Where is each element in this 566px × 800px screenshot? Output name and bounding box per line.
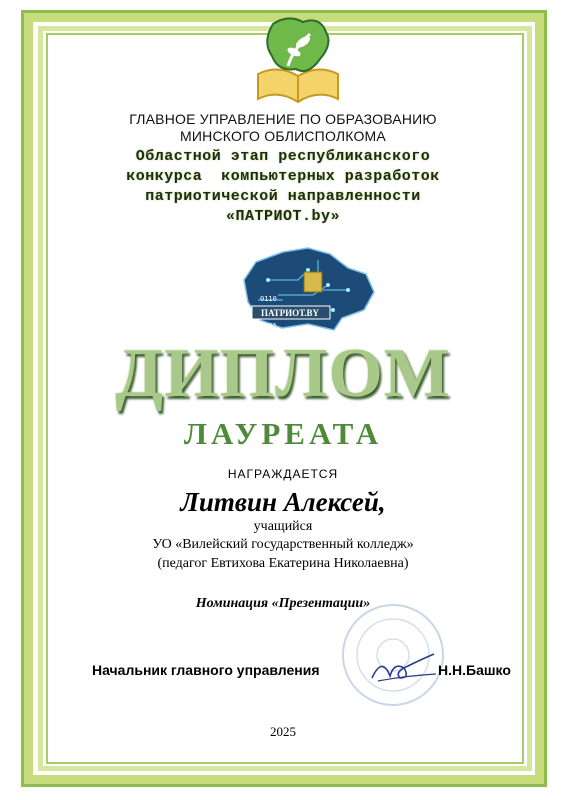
recipient-name: Литвин Алексей, xyxy=(180,487,386,517)
contest-line-4: «ПАТРИОТ.by» xyxy=(225,208,341,225)
head-name: Н.Н.Башко xyxy=(438,662,511,678)
contest-line-2: конкурса компьютерных разработок xyxy=(126,168,440,185)
recipient-status: учащийся xyxy=(253,519,313,534)
contest-line-3: патриотической направленности xyxy=(145,188,421,205)
org-line-2: МИНСКОГО ОБЛИСПОЛКОМА xyxy=(180,128,386,144)
map-label: ПАТРИОТ.BY xyxy=(260,308,320,318)
organization-header xyxy=(0,111,566,145)
map-code-1: 0110 xyxy=(260,295,277,303)
awarded-label: НАГРАЖДАЕТСЯ xyxy=(227,467,339,481)
contest-line-1: Областной этап республиканского xyxy=(135,148,431,165)
diploma-title: ДИПЛОМ xyxy=(115,335,451,412)
head-position: Начальник главного управления xyxy=(92,662,320,678)
laureate-title: ЛАУРЕАТА xyxy=(183,416,383,451)
map-code-2: 1001 xyxy=(260,322,277,330)
belarus-map-emblem xyxy=(238,240,378,335)
education-logo-icon xyxy=(248,14,348,109)
nomination: Номинация «Презентации» xyxy=(195,596,371,611)
recipient-institution: УО «Вилейский государственный колледж» xyxy=(152,537,414,552)
org-line-1: ГЛАВНОЕ УПРАВЛЕНИЕ ПО ОБРАЗОВАНИЮ xyxy=(129,111,437,127)
signature xyxy=(364,648,444,688)
teacher-line: (педагог Евтихова Екатерина Николаевна) xyxy=(157,556,409,571)
contest-title xyxy=(0,147,566,227)
year: 2025 xyxy=(270,724,296,739)
